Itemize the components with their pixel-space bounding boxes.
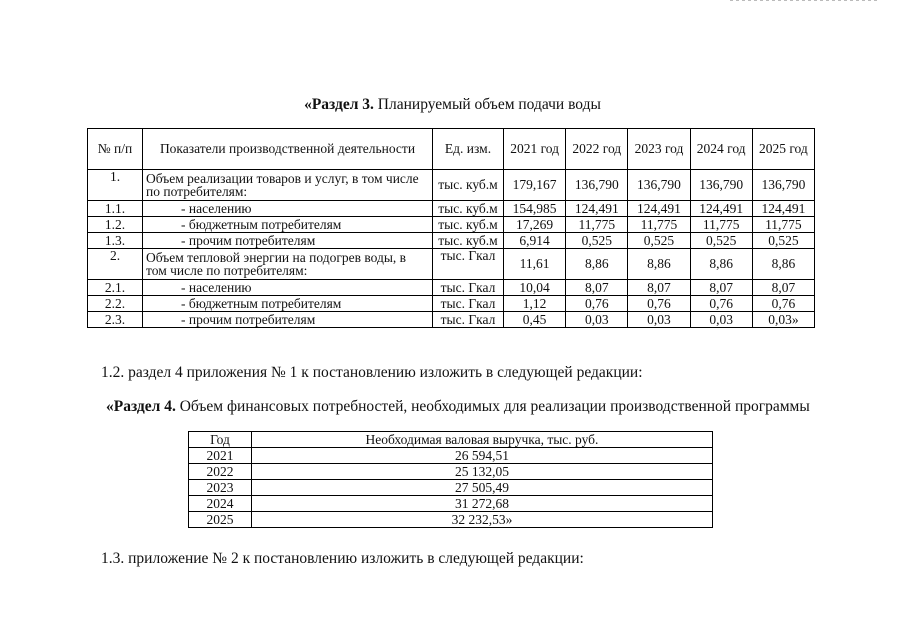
table-row xyxy=(189,464,713,480)
table-row xyxy=(189,448,713,464)
cell-2025: 124,491 xyxy=(752,201,814,217)
row-unit: тыс. Гкал xyxy=(433,280,504,296)
section4-title-text: Объем финансовых потребностей, необходимых для реализации производственной программы xyxy=(175,398,810,415)
table-header-row xyxy=(88,129,815,170)
row-unit: тыс. Гкал xyxy=(433,296,504,312)
cell-2024: 8,07 xyxy=(690,280,752,296)
revenue-table xyxy=(188,431,713,528)
row-num: 2.1. xyxy=(88,280,143,296)
row-indicator: - населению xyxy=(143,280,433,296)
cell-2022: 8,07 xyxy=(566,280,628,296)
cell-year: 2025 xyxy=(189,512,252,528)
row-indicator: - населению xyxy=(143,201,433,217)
header-year-2022: 2022 год xyxy=(566,129,628,170)
row-num: 1.1. xyxy=(88,201,143,217)
cell-2024: 0,03 xyxy=(690,312,752,328)
cell-2024: 8,86 xyxy=(690,249,752,280)
section4-title xyxy=(106,398,810,416)
row-indicator: - бюджетным потребителям xyxy=(143,296,433,312)
cell-year: 2022 xyxy=(189,464,252,480)
table-row xyxy=(88,217,815,233)
row-unit: тыс. Гкал xyxy=(433,249,504,280)
table-row xyxy=(88,170,815,201)
header-year: Год xyxy=(189,432,252,448)
table-row xyxy=(189,496,713,512)
table-header-row xyxy=(189,432,713,448)
section3-title xyxy=(0,96,905,114)
row-num: 1.2. xyxy=(88,217,143,233)
cell-2025: 0,525 xyxy=(752,233,814,249)
cell-2022: 0,03 xyxy=(566,312,628,328)
cell-2022: 0,525 xyxy=(566,233,628,249)
row-unit: тыс. куб.м xyxy=(433,201,504,217)
cell-2023: 11,775 xyxy=(628,217,690,233)
row-unit: тыс. куб.м xyxy=(433,217,504,233)
paragraph-1-3: 1.3. приложение № 2 к постановлению изложить в следующей редакции: xyxy=(101,550,584,567)
cell-2021: 6,914 xyxy=(504,233,566,249)
row-num: 2.2. xyxy=(88,296,143,312)
cell-2025: 0,03» xyxy=(752,312,814,328)
section3-title-bold: «Раздел 3. xyxy=(304,96,374,113)
row-indicator: Объем реализации товаров и услуг, в том числе по потребителям: xyxy=(143,170,433,201)
table-row xyxy=(88,201,815,217)
table-row xyxy=(88,249,815,280)
table-row xyxy=(88,280,815,296)
header-year-2023: 2023 год xyxy=(628,129,690,170)
cell-revenue: 32 232,53» xyxy=(252,512,713,528)
row-unit: тыс. куб.м xyxy=(433,170,504,201)
cell-2021: 154,985 xyxy=(504,201,566,217)
cell-2022: 8,86 xyxy=(566,249,628,280)
section4-title-bold: «Раздел 4. xyxy=(106,398,176,415)
header-year-2021: 2021 год xyxy=(504,129,566,170)
cell-2023: 8,86 xyxy=(628,249,690,280)
row-num: 2.3. xyxy=(88,312,143,328)
cell-revenue: 31 272,68 xyxy=(252,496,713,512)
cell-2024: 11,775 xyxy=(690,217,752,233)
cell-2023: 136,790 xyxy=(628,170,690,201)
header-unit: Ед. изм. xyxy=(433,129,504,170)
row-indicator: - бюджетным потребителям xyxy=(143,217,433,233)
cell-2021: 10,04 xyxy=(504,280,566,296)
cell-revenue: 27 505,49 xyxy=(252,480,713,496)
table-row xyxy=(189,480,713,496)
header-num: № п/п xyxy=(88,129,143,170)
row-num: 1.3. xyxy=(88,233,143,249)
row-unit: тыс. Гкал xyxy=(433,312,504,328)
cell-2022: 11,775 xyxy=(566,217,628,233)
cell-2022: 124,491 xyxy=(566,201,628,217)
cell-2025: 11,775 xyxy=(752,217,814,233)
cell-2024: 124,491 xyxy=(690,201,752,217)
header-year-2025: 2025 год xyxy=(752,129,814,170)
row-indicator: - прочим потребителям xyxy=(143,312,433,328)
paragraph-1-2: 1.2. раздел 4 приложения № 1 к постановлению изложить в следующей редакции: xyxy=(101,364,643,381)
cell-2024: 136,790 xyxy=(690,170,752,201)
header-revenue: Необходимая валовая выручка, тыс. руб. xyxy=(252,432,713,448)
cell-2025: 136,790 xyxy=(752,170,814,201)
row-num: 2. xyxy=(88,249,143,280)
cell-2021: 1,12 xyxy=(504,296,566,312)
cell-2024: 0,525 xyxy=(690,233,752,249)
cell-2022: 0,76 xyxy=(566,296,628,312)
cell-2024: 0,76 xyxy=(690,296,752,312)
cell-revenue: 25 132,05 xyxy=(252,464,713,480)
cell-2021: 0,45 xyxy=(504,312,566,328)
table-row xyxy=(88,312,815,328)
row-indicator: - прочим потребителям xyxy=(143,233,433,249)
table-row xyxy=(88,296,815,312)
row-unit: тыс. куб.м xyxy=(433,233,504,249)
scan-mark-top-right xyxy=(730,0,880,1)
cell-2021: 11,61 xyxy=(504,249,566,280)
cell-2023: 0,03 xyxy=(628,312,690,328)
section3-title-text: Планируемый объем подачи воды xyxy=(373,96,601,113)
water-supply-table xyxy=(87,128,815,328)
cell-2025: 0,76 xyxy=(752,296,814,312)
cell-2025: 8,07 xyxy=(752,280,814,296)
cell-2025: 8,86 xyxy=(752,249,814,280)
cell-2021: 17,269 xyxy=(504,217,566,233)
row-num: 1. xyxy=(88,170,143,201)
cell-revenue: 26 594,51 xyxy=(252,448,713,464)
cell-2023: 124,491 xyxy=(628,201,690,217)
cell-2021: 179,167 xyxy=(504,170,566,201)
header-indicator: Показатели производственной деятельности xyxy=(143,129,433,170)
cell-year: 2023 xyxy=(189,480,252,496)
table-row xyxy=(88,233,815,249)
cell-year: 2021 xyxy=(189,448,252,464)
cell-2022: 136,790 xyxy=(566,170,628,201)
table-row xyxy=(189,512,713,528)
header-year-2024: 2024 год xyxy=(690,129,752,170)
row-indicator: Объем тепловой энергии на подогрев воды, в том числе по потребителям: xyxy=(143,249,433,280)
cell-2023: 0,525 xyxy=(628,233,690,249)
cell-2023: 8,07 xyxy=(628,280,690,296)
cell-year: 2024 xyxy=(189,496,252,512)
cell-2023: 0,76 xyxy=(628,296,690,312)
